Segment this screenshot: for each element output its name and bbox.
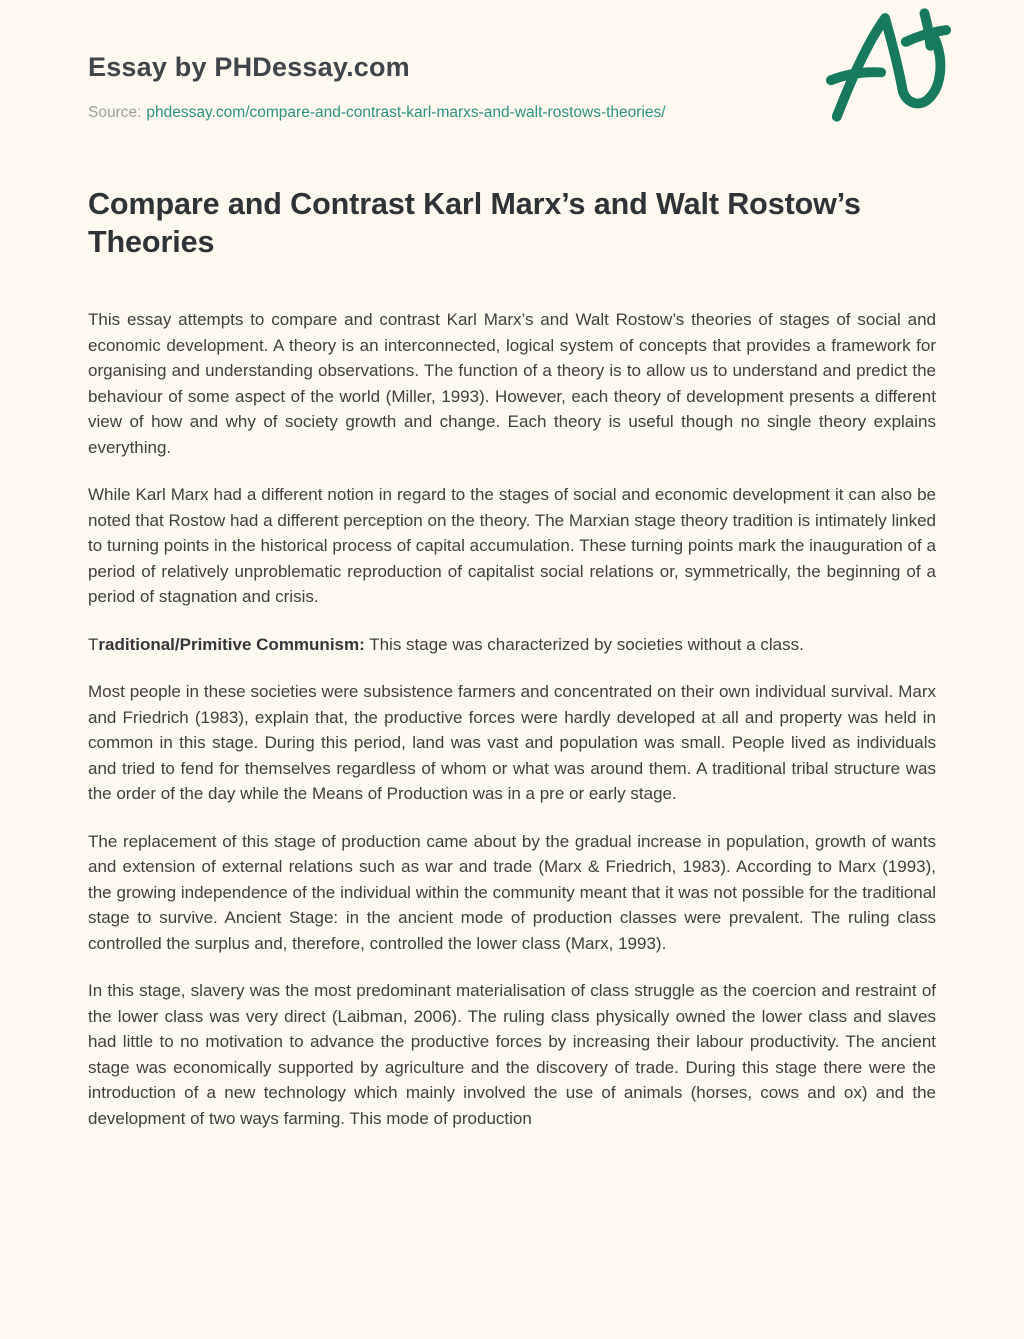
essay-paragraph: [88, 482, 936, 610]
source-label: Source:: [88, 104, 142, 121]
source-url-link[interactable]: phdessay.com/compare-and-contrast-karl-marxs-and-walt-rostows-theories/: [146, 104, 666, 121]
essay-paragraph: [88, 679, 936, 807]
paragraph-text: While Karl Marx had a different notion in regard to the stages of social and economic development it can also be noted that Rostow had a different perception on the theory. The Marxian stage theory tradition is intimately linked to turning points in the historical process of capital accumulation. These turning points mark the inauguration of a period of relatively unproblematic reproduction of capitalist social relations or, symmetrically, the beginning of a period of stagnation and crisis.: [88, 485, 936, 606]
site-title: Essay by PHDessay.com: [88, 52, 410, 82]
page-header: [88, 0, 936, 123]
source-line: [88, 103, 936, 123]
essay-paragraph: [88, 632, 936, 658]
paragraph-text: T: [88, 634, 99, 654]
paragraph-text: In this stage, slavery was the most predominant materialisation of class struggle as the coercion and restraint of the lower class was very direct (Laibman, 2006). The ruling class physically owned the lower class and slaves had little to no motivation to advance the productive forces by increasing their labour productivity. The ancient stage was economically supported by agriculture and the discovery of trade. During this stage there were the introduction of a new technology which mainly involved the use of animals (horses, cows and ox) and the development of two ways farming. This mode of production: [88, 981, 936, 1128]
paragraph-text: The replacement of this stage of production came about by the gradual increase in population, growth of wants and extension of external relations such as war and trade (Marx & Friedrich, 1983). According to Marx (1993), the growing independence of the individual within the community meant that it was not possible for the traditional stage to survive. Ancient Stage: in the ancient mode of production classes were prevalent. The ruling class controlled the surplus and, therefore, controlled the lower class (Marx, 1993).: [88, 831, 936, 953]
paragraph-text: This essay attempts to compare and contrast Karl Marx’s and Walt Rostow’s theories of stages of social and economic development. A theory is an interconnected, logical system of concepts that provides a framework for organising and understanding observations. The function of a theory is to allow us to understand and predict the behaviour of some aspect of the world (Miller, 1993). However, each theory of development presents a different view of how and why of society growth and change. Each theory is useful though no single theory explains everything.: [88, 310, 936, 457]
a-plus-logo-icon: [824, 2, 952, 126]
essay-paragraph: [88, 307, 936, 460]
essay-paragraph: [88, 978, 936, 1131]
paragraph-text: This stage was characterized by societies without a class.: [364, 634, 804, 654]
paragraph-lead-bold: raditional/Primitive Communism:: [98, 634, 365, 654]
essay-paragraph: [88, 829, 936, 957]
essay-title: Compare and Contrast Karl Marx’s and Walt Rostow’s Theories: [88, 187, 861, 259]
essay-body: [88, 307, 936, 1295]
paragraph-text: Most people in these societies were subsistence farmers and concentrated on their own individual survival. Marx and Friedrich (1983), explain that, the productive forces were hardly developed at all and property was held in common in this stage. During this period, land was vast and population was small. People lived as individuals and tried to fend for themselves regardless of whom or what was around them. A traditional tribal structure was the order of the day while the Means of Production was in a pre or early stage.: [88, 682, 936, 803]
